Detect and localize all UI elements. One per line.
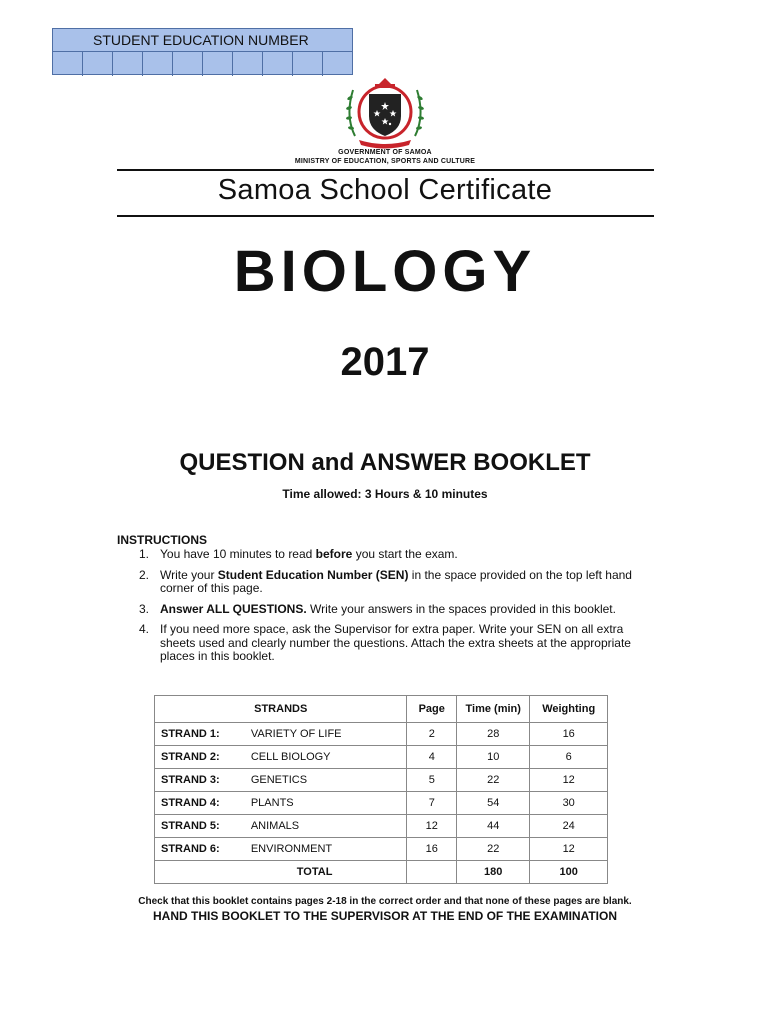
instruction-item: [117, 623, 637, 664]
subject-title: BIOLOGY: [233, 239, 537, 304]
exam-year: 2017: [340, 340, 430, 384]
instructions-list: [117, 548, 637, 671]
total-label: TOTAL: [155, 861, 407, 884]
strand-time: 44: [457, 815, 530, 838]
strand-weighting: 30: [530, 792, 608, 815]
instruction-number: 3.: [139, 601, 150, 616]
strand-label: STRAND 1:: [155, 723, 243, 746]
ministry-line: MINISTRY OF EDUCATION, SPORTS AND CULTURE: [294, 158, 476, 165]
hand-in-note: HAND THIS BOOKLET TO THE SUPERVISOR AT THE END OF THE EXAMINATION: [152, 909, 618, 923]
instruction-item: [117, 548, 637, 562]
sen-digit-cell[interactable]: [173, 52, 203, 76]
instruction-fragment: If you need more space, ask the Supervisor for extra paper. Write your SEN on all extra sheets used and clearly number the questions. Attach the extra sheets at the appropriate places in this booklet.: [160, 622, 631, 663]
strand-label: STRAND 5:: [155, 815, 243, 838]
page-check-note: Check that this booklet contains pages 2-18 in the correct order and that none of these pages are blank.: [138, 896, 632, 907]
strand-time: 10: [457, 746, 530, 769]
instruction-text: [160, 603, 637, 617]
strand-time: 22: [457, 838, 530, 861]
strand-label: STRAND 6:: [155, 838, 243, 861]
sen-digit-cell[interactable]: [263, 52, 293, 76]
strand-page: 12: [407, 815, 457, 838]
sen-digit-cell[interactable]: [83, 52, 113, 76]
strand-page: 7: [407, 792, 457, 815]
certificate-title: Samoa School Certificate: [217, 174, 553, 206]
strand-name: PLANTS: [243, 792, 407, 815]
strand-name: ANIMALS: [243, 815, 407, 838]
strand-page: 5: [407, 769, 457, 792]
strand-page: 4: [407, 746, 457, 769]
sen-box: [52, 28, 353, 75]
sen-digit-cell[interactable]: [293, 52, 323, 76]
strand-time: 28: [457, 723, 530, 746]
time-allowed: Time allowed: 3 Hours & 10 minutes: [282, 487, 488, 501]
sen-digit-cell[interactable]: [113, 52, 143, 76]
bottom-rule: [117, 215, 654, 217]
table-row: [155, 838, 608, 861]
strand-page: 2: [407, 723, 457, 746]
strand-name: GENETICS: [243, 769, 407, 792]
sen-digit-cell[interactable]: [323, 52, 352, 76]
instruction-item: [117, 603, 637, 617]
sen-cells: [53, 52, 352, 76]
instruction-emphasis: Answer ALL QUESTIONS.: [160, 601, 307, 616]
instruction-number: 4.: [139, 622, 150, 636]
strand-label: STRAND 4:: [155, 792, 243, 815]
strand-weighting: 24: [530, 815, 608, 838]
total-page: [407, 861, 457, 884]
header-time: Time (min): [457, 696, 530, 723]
sen-digit-cell[interactable]: [143, 52, 173, 76]
total-row: [155, 861, 608, 884]
instruction-text: [160, 548, 637, 562]
strand-time: 22: [457, 769, 530, 792]
sen-digit-cell[interactable]: [53, 52, 83, 76]
header-page: Page: [407, 696, 457, 723]
table-row: [155, 815, 608, 838]
instruction-fragment: You have 10 minutes to read: [160, 547, 316, 561]
header-weighting: Weighting: [530, 696, 608, 723]
strand-weighting: 16: [530, 723, 608, 746]
header-strands: STRANDS: [155, 696, 407, 723]
instruction-emphasis: before: [315, 547, 353, 561]
strands-table: [154, 695, 608, 884]
total-time: 180: [457, 861, 530, 884]
instruction-fragment: you start the exam.: [352, 547, 458, 561]
top-rule: [117, 169, 654, 171]
strand-label: STRAND 2:: [155, 746, 243, 769]
instruction-text: [160, 623, 637, 664]
instruction-number: 1.: [139, 547, 150, 561]
coat-of-arms-icon: [341, 76, 429, 150]
sen-digit-cell[interactable]: [233, 52, 263, 76]
instruction-number: 2.: [139, 567, 150, 582]
instruction-fragment: Write your: [160, 567, 218, 582]
strand-name: CELL BIOLOGY: [243, 746, 407, 769]
instructions-heading: INSTRUCTIONS: [117, 533, 207, 547]
total-weighting: 100: [530, 861, 608, 884]
strand-weighting: 12: [530, 769, 608, 792]
table-row: [155, 723, 608, 746]
instruction-fragment: Write your answers in the spaces provided in this booklet.: [306, 601, 616, 616]
instruction-text: [160, 569, 637, 596]
sen-digit-cell[interactable]: [203, 52, 233, 76]
instruction-item: [117, 569, 637, 596]
strand-name: VARIETY OF LIFE: [243, 723, 407, 746]
booklet-title: QUESTION and ANSWER BOOKLET: [179, 449, 591, 476]
government-line: GOVERNMENT OF SAMOA: [338, 149, 432, 156]
sen-label: STUDENT EDUCATION NUMBER: [53, 29, 352, 52]
strand-label: STRAND 3:: [155, 769, 243, 792]
strand-weighting: 12: [530, 838, 608, 861]
table-header-row: [155, 696, 608, 723]
table-row: [155, 792, 608, 815]
instruction-emphasis: Student Education Number (SEN): [217, 567, 409, 582]
instruction-fragment: in the space provided on the top left hand corner of this page.: [160, 567, 632, 595]
table-row: [155, 746, 608, 769]
strand-time: 54: [457, 792, 530, 815]
strand-page: 16: [407, 838, 457, 861]
strand-name: ENVIRONMENT: [243, 838, 407, 861]
table-row: [155, 769, 608, 792]
strand-weighting: 6: [530, 746, 608, 769]
